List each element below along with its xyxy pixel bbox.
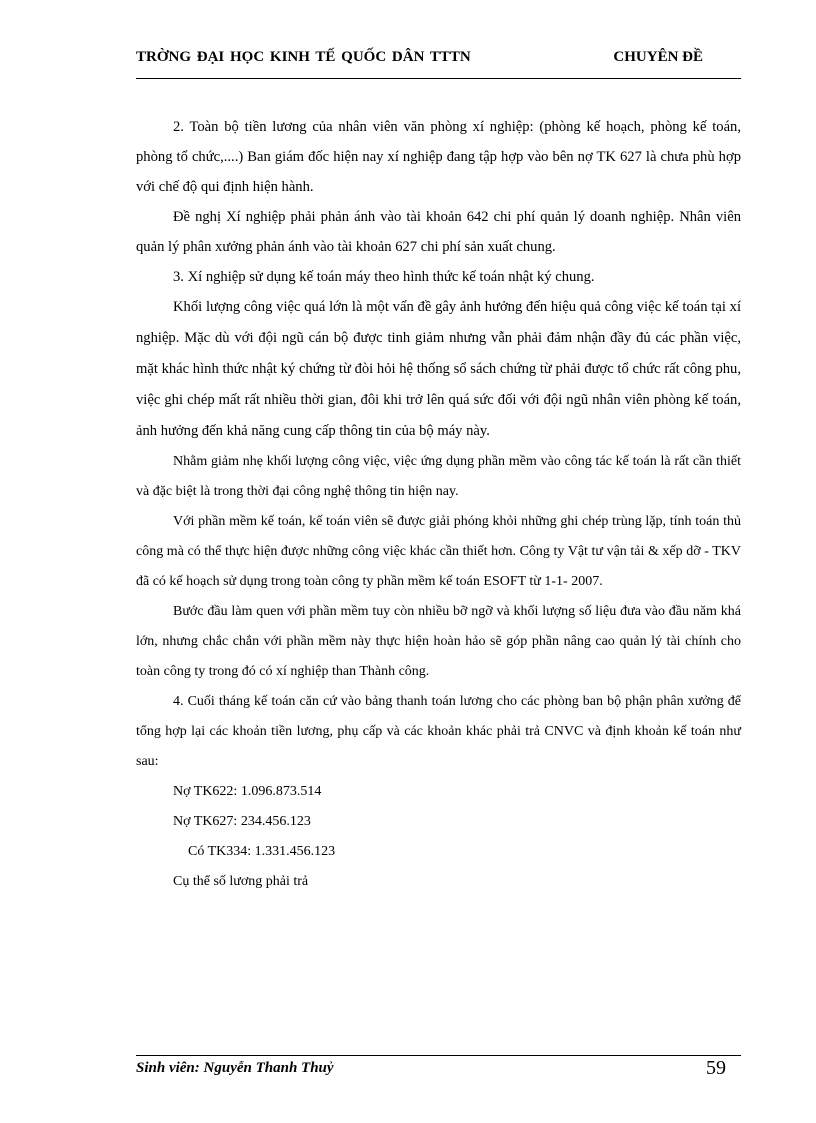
entry-debit-627: Nợ TK627: 234.456.123	[173, 814, 311, 829]
document-body	[136, 112, 741, 897]
entry-credit-334: Có TK334: 1.331.456.123	[188, 844, 336, 859]
paragraph-software-benefit: Với phần mềm kế toán, kế toán viên sẽ được giải phóng khỏi những ghi chép trùng lặp, tính toán thủ công mà có thể thực hiện được những công việc khác cần thiết hơn. Công ty Vật tư vận tải & xếp dỡ - TKV đã có kế hoạch sử dụng trong toàn công ty phần mềm kế toán ESOFT từ 1-1- 2007.	[136, 514, 741, 589]
header-title: CHUYÊN ĐỀ	[613, 49, 703, 65]
header-school: TRỜNG ĐẠI HỌC KINH TẾ QUỐC DÂN TTTN	[136, 49, 471, 65]
entry-debit-622: Nợ TK622: 1.096.873.514	[173, 784, 322, 799]
page-number: 59	[706, 1057, 726, 1079]
paragraph-initial-adoption: Bước đầu làm quen với phần mềm tuy còn nhiều bỡ ngỡ và khối lượng số liệu đưa vào đầu năm khá lớn, nhưng chắc chắn với phần mềm này thực hiện hoàn hảo sẽ góp phần nâng cao quản lý tài chính cho toàn công ty trong đó có xí nghiệp than Thành công.	[136, 604, 741, 679]
paragraph-accounting-software: 3. Xí nghiệp sử dụng kế toán máy theo hình thức kế toán nhật ký chung.	[173, 269, 595, 285]
paragraph-payroll-office: 2. Toàn bộ tiền lương của nhân viên văn phòng xí nghiệp: (phòng kế hoạch, phòng kế toán, phòng tổ chức,....) Ban giám đốc hiện nay xí nghiệp đang tập hợp vào bên nợ TK 627 là chưa phù hợp với chế độ qui định hiện hành.	[136, 119, 741, 195]
entry-salary-detail: Cụ thể số lương phải trả	[173, 874, 309, 889]
paragraph-workload: Khối lượng công việc quá lớn là một vấn đề gây ảnh hưởng đến hiệu quả công việc kế toán tại xí nghiệp. Mặc dù với đội ngũ cán bộ được tinh giảm nhưng vẫn phải đảm nhận đầy đủ các phần việc, mặt khác hình thức nhật ký chứng từ đòi hỏi hệ thống sổ sách chứng từ phải được tổ chức rất công phu, việc ghi chép mất rất nhiều thời gian, đôi khi trở lên quá sức đối với đội ngũ nhân viên phòng kế toán, ảnh hưởng đến khả năng cung cấp thông tin của bộ máy này.	[136, 299, 741, 439]
footer-student-name: Sinh viên: Nguyễn Thanh Thuỷ	[136, 1060, 334, 1076]
header-rule	[136, 78, 741, 79]
footer-rule	[136, 1055, 741, 1056]
paragraph-month-end: 4. Cuối tháng kế toán căn cứ vào bảng thanh toán lương cho các phòng ban bộ phận phân xưởng để tổng hợp lại các khoản tiền lương, phụ cấp và các khoản khác phải trả CNVC và định khoản kế toán như sau:	[136, 694, 741, 769]
paragraph-software-purpose: Nhằm giảm nhẹ khối lượng công việc, việc ứng dụng phần mềm vào công tác kế toán là rất cần thiết và đặc biệt là trong thời đại công nghệ thông tin hiện nay.	[136, 454, 741, 499]
page-header	[136, 50, 741, 80]
paragraph-proposal: Đề nghị Xí nghiệp phải phản ánh vào tài khoản 642 chi phí quản lý doanh nghiệp. Nhân viên quản lý phân xưởng phản ánh vào tài khoản 627 chi phí sản xuất chung.	[136, 209, 741, 255]
